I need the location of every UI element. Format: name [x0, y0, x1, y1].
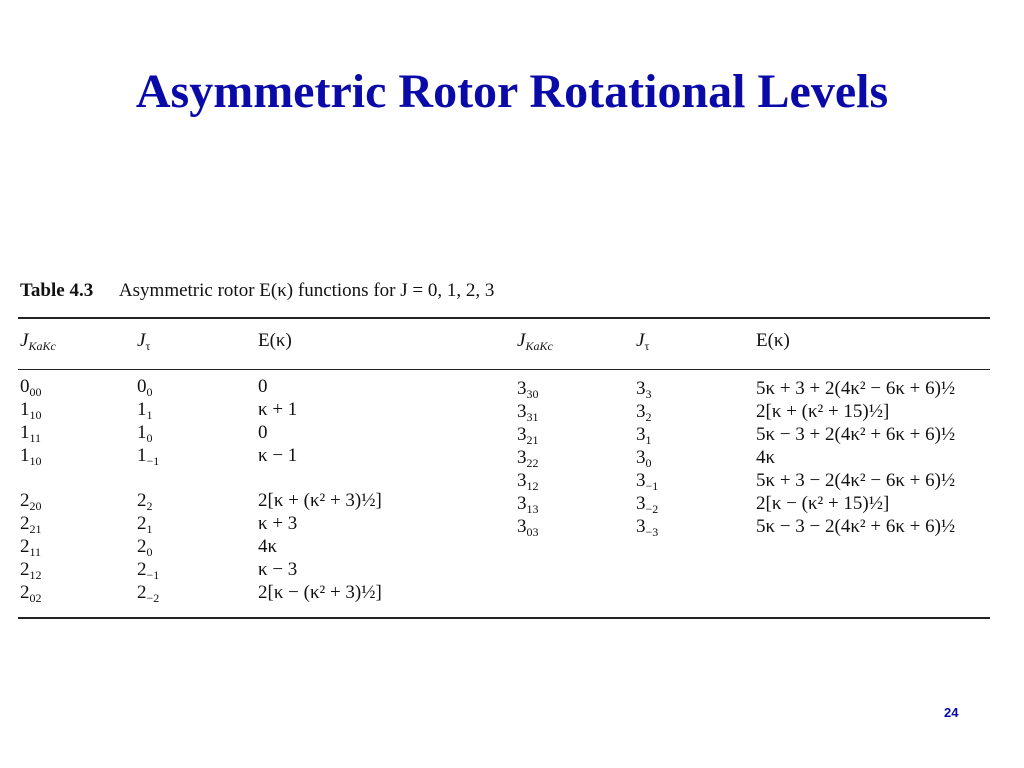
- table-row-left-7-energy: 4κ: [258, 536, 278, 557]
- table-row-left-8-energy: κ − 3: [258, 559, 298, 580]
- slide-title: Asymmetric Rotor Rotational Levels: [135, 65, 889, 118]
- header-jk-left: $J_{KaKc}$: [20, 330, 56, 353]
- table-row-right-2-jt: $3_2$: [636, 401, 652, 424]
- table-row-right-7-energy: 5κ − 3 − 2(4κ² + 6κ + 6)½: [756, 516, 956, 537]
- table-row-right-4-jk: $3_{22}$: [517, 447, 539, 470]
- header-jtau-left: $J_\tau$: [137, 330, 151, 353]
- table-row-right-3-jk: $3_{21}$: [517, 424, 539, 447]
- table-row-left-7-jk: $2_{11}$: [20, 536, 42, 559]
- table-row-right-6-jt: $3_{-2}$: [636, 493, 659, 516]
- table-row-right-5-jt: $3_{-1}$: [636, 470, 659, 493]
- table-row-right-6-energy: 2[κ − (κ² + 15)½]: [756, 493, 890, 514]
- table-caption-text: Asymmetric rotor E(κ) functions for J = 0, 1, 2, 3: [118, 280, 495, 301]
- table-row-left-8-jt: $2_{-1}$: [137, 559, 160, 582]
- table-row-left-2-energy: κ + 1: [258, 399, 298, 420]
- table-top-rule: [18, 317, 990, 319]
- table-row-right-1-energy: 5κ + 3 + 2(4κ² − 6κ + 6)½: [756, 378, 956, 399]
- table-row-left-7-jt: $2_0$: [137, 536, 153, 559]
- table-row-left-1-energy: 0: [258, 376, 268, 397]
- table-row-left-5-jk: $2_{20}$: [20, 490, 42, 513]
- table-row-left-5-jt: $2_2$: [137, 490, 153, 513]
- table-row-left-9-jt: $2_{-2}$: [137, 582, 160, 605]
- table-row-left-4-energy: κ − 1: [258, 445, 298, 466]
- table-row-left-6-jt: $2_1$: [137, 513, 153, 536]
- table-row-right-4-energy: 4κ: [756, 447, 776, 468]
- table-row-right-6-jk: $3_{13}$: [517, 493, 539, 516]
- table-row-left-4-jt: $1_{-1}$: [137, 445, 160, 468]
- table-row-left-8-jk: $2_{12}$: [20, 559, 42, 582]
- table-header-rule: [18, 369, 990, 370]
- table-row-right-5-jk: $3_{12}$: [517, 470, 539, 493]
- table-row-right-7-jt: $3_{-3}$: [636, 516, 659, 539]
- table-row-left-5-energy: 2[κ + (κ² + 3)½]: [258, 490, 382, 511]
- table-row-right-3-energy: 5κ − 3 + 2(4κ² + 6κ + 6)½: [756, 424, 956, 445]
- table-row-left-3-energy: 0: [258, 422, 268, 443]
- table-row-left-1-jt: $0_0$: [137, 376, 153, 399]
- table-row-left-2-jk: $1_{10}$: [20, 399, 42, 422]
- table-row-left-1-jk: $0_{00}$: [20, 376, 42, 399]
- header-jk-right: $J_{KaKc}$: [517, 330, 553, 353]
- table-row-left-4-jk: $1_{10}$: [20, 445, 42, 468]
- table-caption-label: Table 4.3: [20, 280, 94, 301]
- header-energy-left: E(κ): [258, 330, 292, 351]
- table-row-left-6-energy: κ + 3: [258, 513, 298, 534]
- table-row-right-5-energy: 5κ + 3 − 2(4κ² − 6κ + 6)½: [756, 470, 956, 491]
- table-row-right-1-jt: $3_3$: [636, 378, 652, 401]
- table-row-right-3-jt: $3_1$: [636, 424, 652, 447]
- table-row-left-9-energy: 2[κ − (κ² + 3)½]: [258, 582, 382, 603]
- table-row-right-7-jk: $3_{03}$: [517, 516, 539, 539]
- header-jtau-right: $J_\tau$: [636, 330, 650, 353]
- table-row-left-3-jk: $1_{11}$: [20, 422, 42, 445]
- table-bottom-rule: [18, 617, 990, 619]
- table-row-left-6-jk: $2_{21}$: [20, 513, 42, 536]
- table-row-left-9-jk: $2_{02}$: [20, 582, 42, 605]
- table-row-right-2-energy: 2[κ + (κ² + 15)½]: [756, 401, 890, 422]
- page-number: 24: [944, 705, 959, 720]
- table-caption: [20, 280, 494, 302]
- table-row-left-2-jt: $1_1$: [137, 399, 153, 422]
- table-row-right-2-jk: $3_{31}$: [517, 401, 539, 424]
- table-row-right-1-jk: $3_{30}$: [517, 378, 539, 401]
- header-energy-right: E(κ): [756, 330, 790, 351]
- table-row-right-4-jt: $3_0$: [636, 447, 652, 470]
- table-row-left-3-jt: $1_0$: [137, 422, 153, 445]
